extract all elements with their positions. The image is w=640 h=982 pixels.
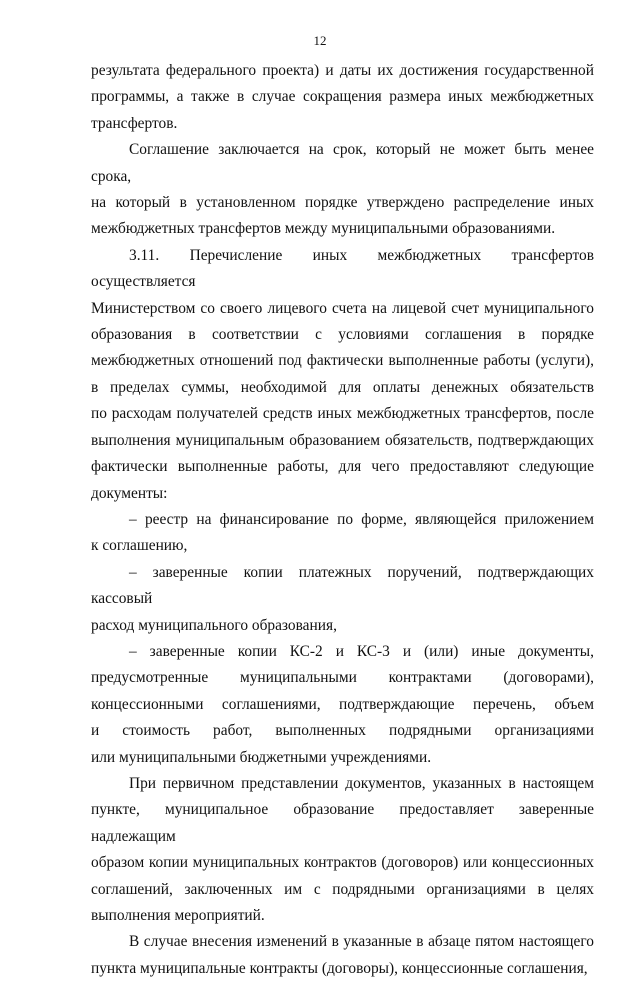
paragraph-3-line-2: Министерством со своего лицевого счета на лицевой счет муниципального [91, 299, 594, 317]
paragraph-3-line-4: межбюджетных отношений под фактически выполненные работы (услуги), [91, 352, 594, 370]
paragraph-7-line-4: соглашений, заключенных им с подрядными организациями в целях [91, 880, 594, 898]
page-number: 12 [313, 33, 327, 48]
paragraph-3-line-9: документы: [91, 484, 168, 502]
paragraph-2-line-1: Соглашение заключается на срок, который не может быть менее срока, [91, 141, 594, 185]
paragraph-3-line-3: образования в соответствии с условиями соглашения в порядке [91, 326, 594, 344]
paragraph-6-line-2: предусмотренные муниципальными контрактами (договорами), [91, 669, 594, 687]
paragraph-3-line-7: выполнения муниципальным образованием обязательств, подтверждающих [91, 431, 594, 449]
paragraph-7-line-5: выполнения мероприятий. [91, 907, 265, 924]
document-body [91, 58, 594, 982]
paragraph-4-line-2: к соглашению, [91, 537, 188, 555]
paragraph-5-line-2: расход муниципального образования, [91, 616, 337, 634]
paragraph-1-line-1: результата федерального проекта) и даты их достижения государственной [91, 62, 594, 79]
paragraph-7-line-2: пункте, муниципальное образование предоставляет заверенные надлежащим [91, 801, 594, 845]
paragraph-1-line-2: программы, а также в случае сокращения размера иных межбюджетных [91, 88, 594, 106]
paragraph-6-line-4: и стоимость работ, выполненных подрядными организациями [91, 722, 594, 740]
paragraph-1-line-3: трансфертов. [91, 114, 178, 132]
paragraph-6-line-3: концессионными соглашениями, подтверждающие перечень, объем [91, 695, 594, 713]
paragraph-3-line-8: фактически выполненные работы, для чего предоставляют следующие [91, 458, 594, 476]
paragraph-6-line-1: – заверенные копии КС-2 и КС-3 и (или) иные документы, [129, 642, 594, 660]
paragraph-4-line-1: – реестр на финансирование по форме, являющейся приложением [129, 510, 594, 528]
paragraph-7-line-1: При первичном представлении документов, указанных в настоящем [129, 774, 594, 792]
paragraph-6-line-5: или муниципальными бюджетными учреждениями. [91, 748, 432, 766]
paragraph-7-line-3: образом копии муниципальных контрактов (договоров) или концессионных [91, 854, 594, 872]
paragraph-2-line-3: межбюджетных трансфертов между муниципальными образованиями. [91, 220, 556, 238]
paragraph-5-line-1: – заверенные копии платежных поручений, подтверждающих кассовый [91, 563, 594, 608]
paragraph-8-line-1: В случае внесения изменений в указанные в абзаце пятом настоящего [129, 933, 594, 951]
paragraph-8-line-2: пункта муниципальные контракты (договоры), концессионные соглашения, [91, 959, 588, 977]
paragraph-3-line-1: 3.11. Перечисление иных межбюджетных трансфертов осуществляется [91, 246, 594, 291]
paragraph-3-line-6: по расходам получателей средств иных межбюджетных трансфертов, после [91, 405, 594, 423]
paragraph-2-line-2: на который в установленном порядке утверждено распределение иных [91, 194, 594, 212]
paragraph-3-line-5: в пределах суммы, необходимой для оплаты денежных обязательств [91, 378, 594, 396]
